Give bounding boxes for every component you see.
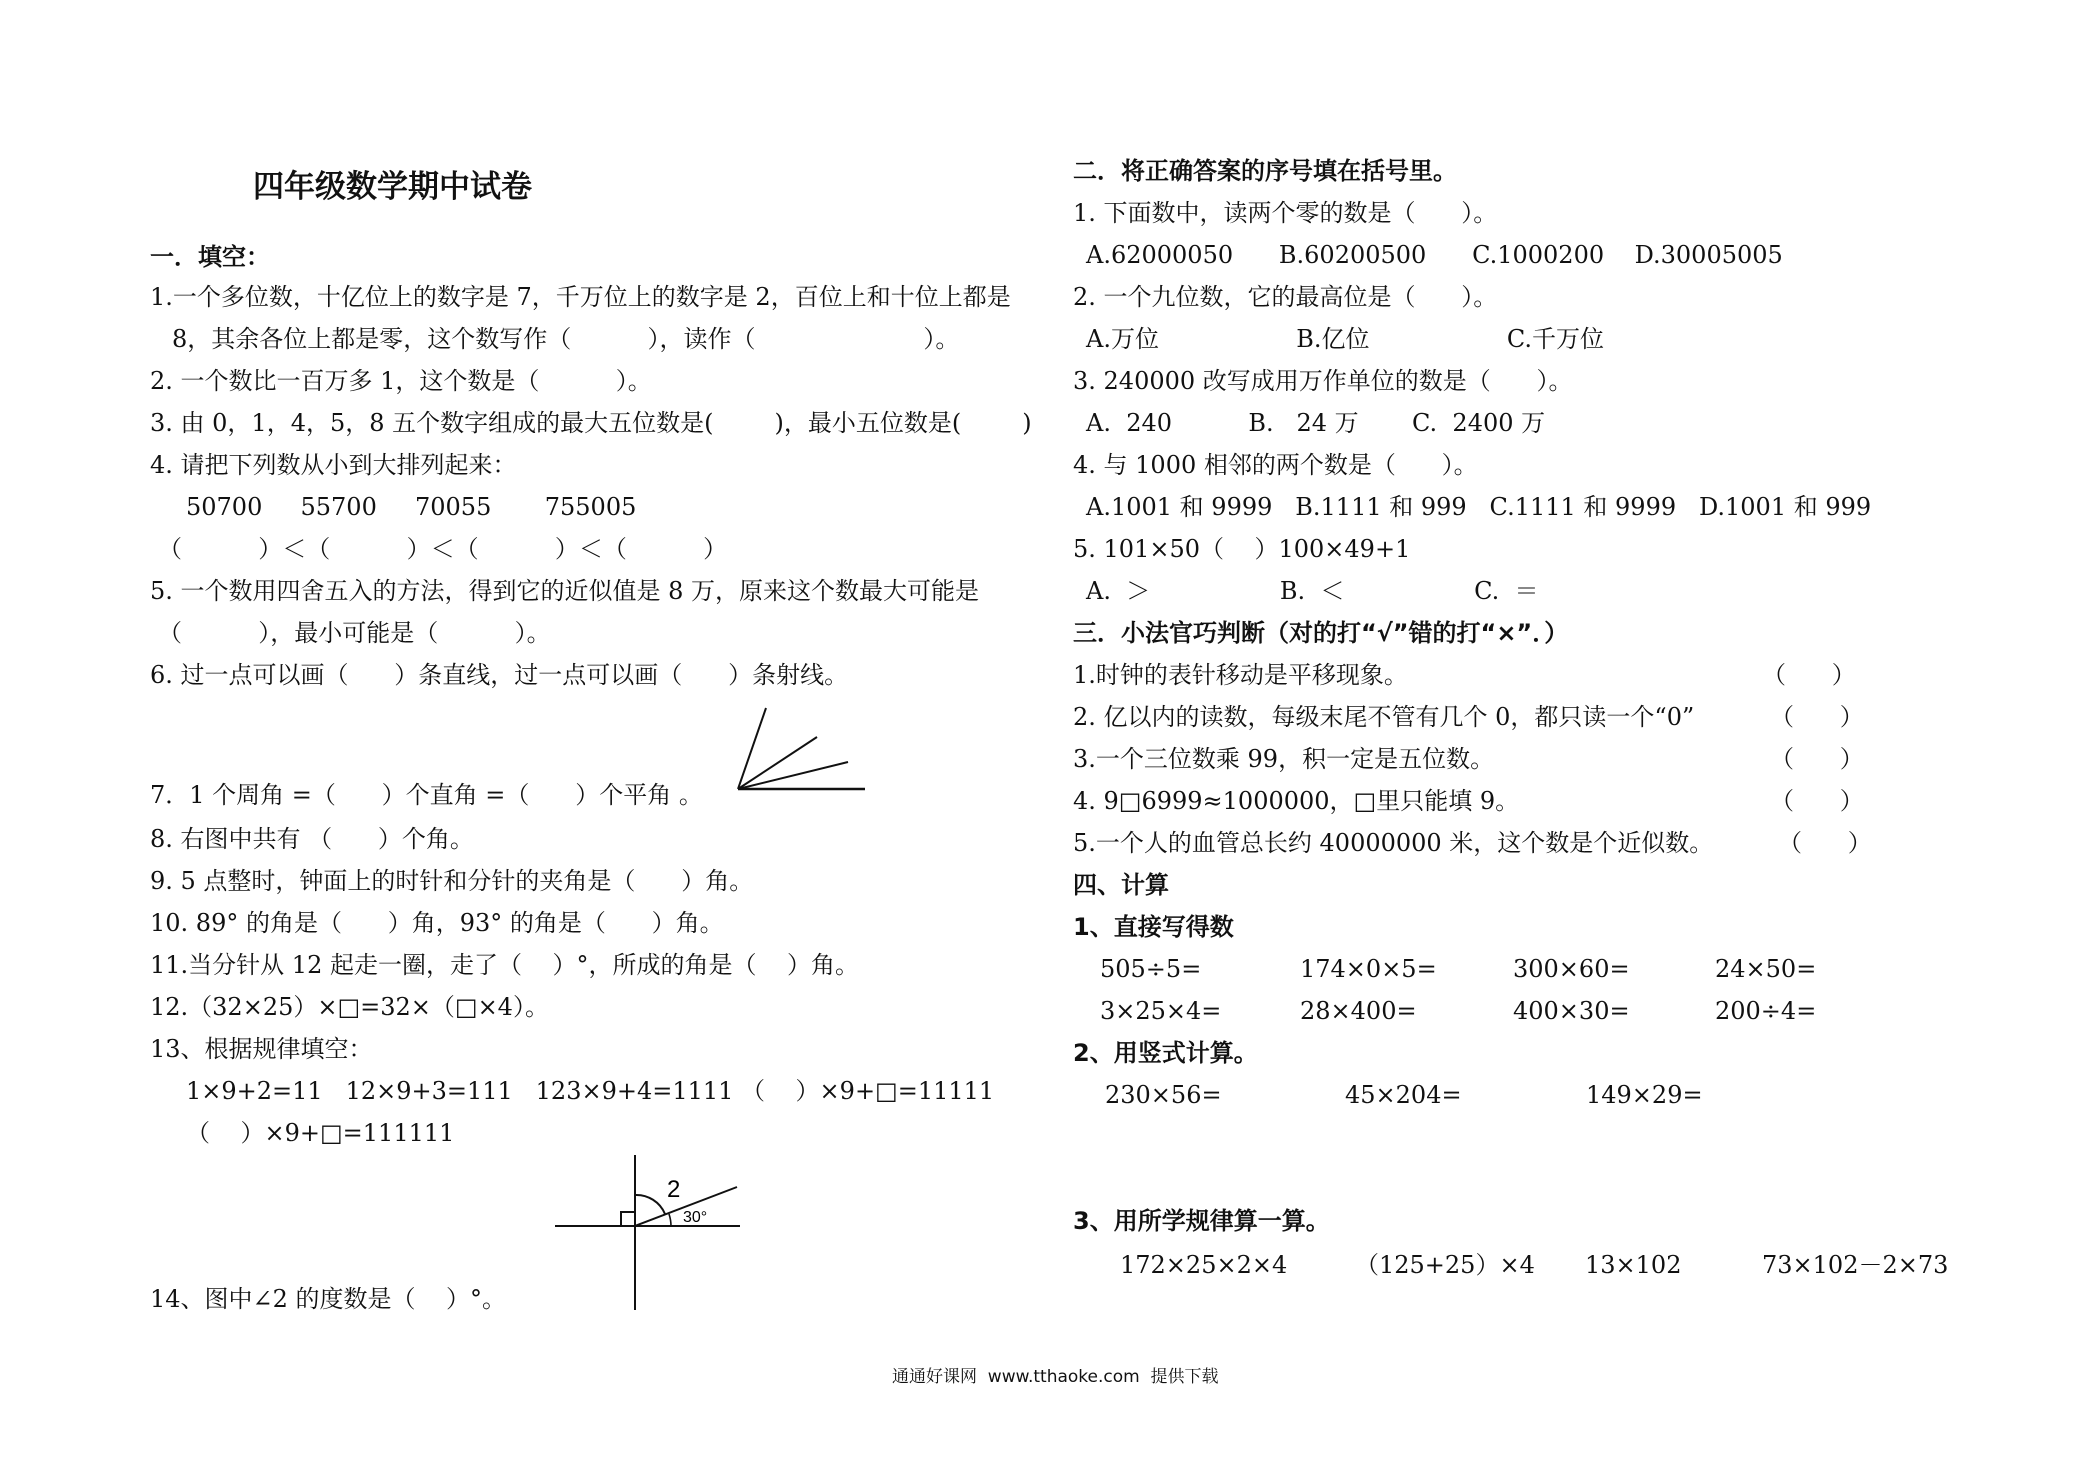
- section1-heading: 一．填空：: [150, 243, 270, 271]
- s2-q3-options: A. 240 B. 24 万 C. 2400 万: [1086, 409, 1546, 437]
- calc1-item: 400×30=: [1513, 997, 1630, 1025]
- calc1-item: 174×0×5=: [1300, 955, 1437, 983]
- s3-item-5-blank: （ ）: [1778, 829, 1872, 857]
- q4-numbers: 50700 55700 70055 755005: [186, 493, 637, 521]
- s3-item-5: 5.一个人的血管总长约 40000000 米，这个数是个近似数。: [1073, 829, 1714, 857]
- q2: 2. 一个数比一百万多 1，这个数是（ ）。: [150, 367, 652, 395]
- q13: 13、根据规律填空：: [150, 1035, 373, 1063]
- angle-30-label: 30°: [683, 1209, 708, 1226]
- angle-2-label: 2: [667, 1176, 681, 1203]
- angle-ray-2: [738, 737, 817, 789]
- s3-item-2: 2. 亿以内的读数，每级末尾不管有几个 0，都只读一个“0”: [1073, 703, 1695, 731]
- s3-item-4-blank: （ ）: [1770, 787, 1864, 815]
- section3-heading: 三．小法官巧判断（对的打“√”错的打“×”．）: [1073, 619, 1569, 647]
- calc2-item: 45×204=: [1345, 1081, 1462, 1109]
- calc1-item: 200÷4=: [1715, 997, 1817, 1025]
- calc3-item: （125+25）×4: [1355, 1251, 1535, 1279]
- calc3-item: 13×102: [1585, 1251, 1682, 1279]
- angle-figure: [735, 705, 870, 795]
- footer-credit: 通通好课网 www.tthaoke.com 提供下载: [892, 1367, 1219, 1387]
- q1-line2: 8，其余各位上都是零，这个数写作（ ），读作（ ）。: [172, 325, 960, 353]
- s2-q4: 4. 与 1000 相邻的两个数是（ ）。: [1073, 451, 1478, 479]
- calc1-item: 28×400=: [1300, 997, 1417, 1025]
- q12: 12.（32×25）×□=32×（□×4）。: [150, 993, 549, 1021]
- s2-q2: 2. 一个九位数，它的最高位是（ ）。: [1073, 283, 1498, 311]
- section4-heading: 四、计算: [1073, 871, 1169, 899]
- s3-item-1: 1.时钟的表针移动是平移现象。: [1073, 661, 1408, 689]
- q3: 3. 由 0，1，4，5，8 五个数字组成的最大五位数是( )，最小五位数是( ): [150, 409, 1032, 437]
- q1-line1: 1.一个多位数，十亿位上的数字是 7，千万位上的数字是 2，百位上和十位上都是: [150, 283, 1011, 311]
- page-title: 四年级数学期中试卷: [253, 169, 532, 205]
- q4-blanks: （ ）＜（ ）＜（ ）＜（ ）: [158, 535, 728, 563]
- calc2-item: 149×29=: [1586, 1081, 1703, 1109]
- s3-item-3-blank: （ ）: [1770, 745, 1864, 773]
- s3-item-3: 3.一个三位数乘 99，积一定是五位数。: [1073, 745, 1495, 773]
- angle-ray-1: [738, 762, 848, 789]
- s2-q3: 3. 240000 改写成用万作单位的数是（ ）。: [1073, 367, 1573, 395]
- q8: 8. 右图中共有 （ ）个角。: [150, 825, 474, 853]
- s2-q1-options: A.62000050 B.60200500 C.1000200 D.30005005: [1086, 241, 1783, 269]
- calc1-item: 3×25×4=: [1100, 997, 1222, 1025]
- calc3-item: 73×102－2×73: [1762, 1251, 1949, 1279]
- q7: 7．1 个周角 =（ ）个直角 =（ ）个平角 。: [150, 781, 703, 809]
- s2-q5-options: A. ＞ B. ＜ C. ＝: [1086, 577, 1539, 605]
- section2-heading: 二．将正确答案的序号填在括号里。: [1073, 157, 1457, 185]
- right-angle-mark: [621, 1212, 635, 1226]
- s2-q1: 1. 下面数中，读两个零的数是（ ）。: [1073, 199, 1498, 227]
- calc3-heading: 3、用所学规律算一算。: [1073, 1207, 1330, 1235]
- q14: 14、图中∠2 的度数是（ ）°。: [150, 1285, 507, 1313]
- angle-2-arc: [635, 1195, 665, 1214]
- calc1-item: 300×60=: [1513, 955, 1630, 983]
- angle-30-arc: [669, 1214, 671, 1226]
- s3-item-2-blank: （ ）: [1770, 703, 1864, 731]
- calc2-item: 230×56=: [1105, 1081, 1222, 1109]
- s2-q4-options: A.1001 和 9999 B.1111 和 999 C.1111 和 9999 D.1001 和 999: [1086, 493, 1872, 521]
- q10: 10. 89° 的角是（ ）角，93° 的角是（ ）角。: [150, 909, 724, 937]
- q11: 11.当分针从 12 起走一圈，走了（ ）°，所成的角是（ ）角。: [150, 951, 859, 979]
- calc3-item: 172×25×2×4: [1120, 1251, 1288, 1279]
- s2-q5: 5. 101×50（ ）100×49+1: [1073, 535, 1411, 563]
- calc1-item: 24×50=: [1715, 955, 1817, 983]
- q5-line1: 5. 一个数用四舍五入的方法，得到它的近似值是 8 万，原来这个数最大可能是: [150, 577, 980, 605]
- perpendicular-figure: [555, 1155, 745, 1315]
- s3-item-4: 4. 9□6999≈1000000，□里只能填 9。: [1073, 787, 1520, 815]
- q6: 6. 过一点可以画（ ）条直线，过一点可以画（ ）条射线。: [150, 661, 849, 689]
- calc1-heading: 1、直接写得数: [1073, 913, 1234, 941]
- s3-item-1-blank: （ ）: [1762, 661, 1856, 689]
- q13-pattern: 1×9+2=11 12×9+3=111 123×9+4=1111 （ ）×9+□=11111: [186, 1077, 995, 1105]
- q9: 9. 5 点整时，钟面上的时针和分针的夹角是（ ）角。: [150, 867, 754, 895]
- s2-q2-options: A.万位 B.亿位 C.千万位: [1086, 325, 1605, 353]
- q5-line2: （ ），最小可能是（ ）。: [158, 619, 551, 647]
- q4: 4. 请把下列数从小到大排列起来：: [150, 451, 517, 479]
- calc1-item: 505÷5=: [1100, 955, 1202, 983]
- q13-pattern2: （ ）×9+□=111111: [186, 1119, 455, 1147]
- angle-ray-3: [738, 708, 766, 789]
- calc2-heading: 2、用竖式计算。: [1073, 1039, 1258, 1067]
